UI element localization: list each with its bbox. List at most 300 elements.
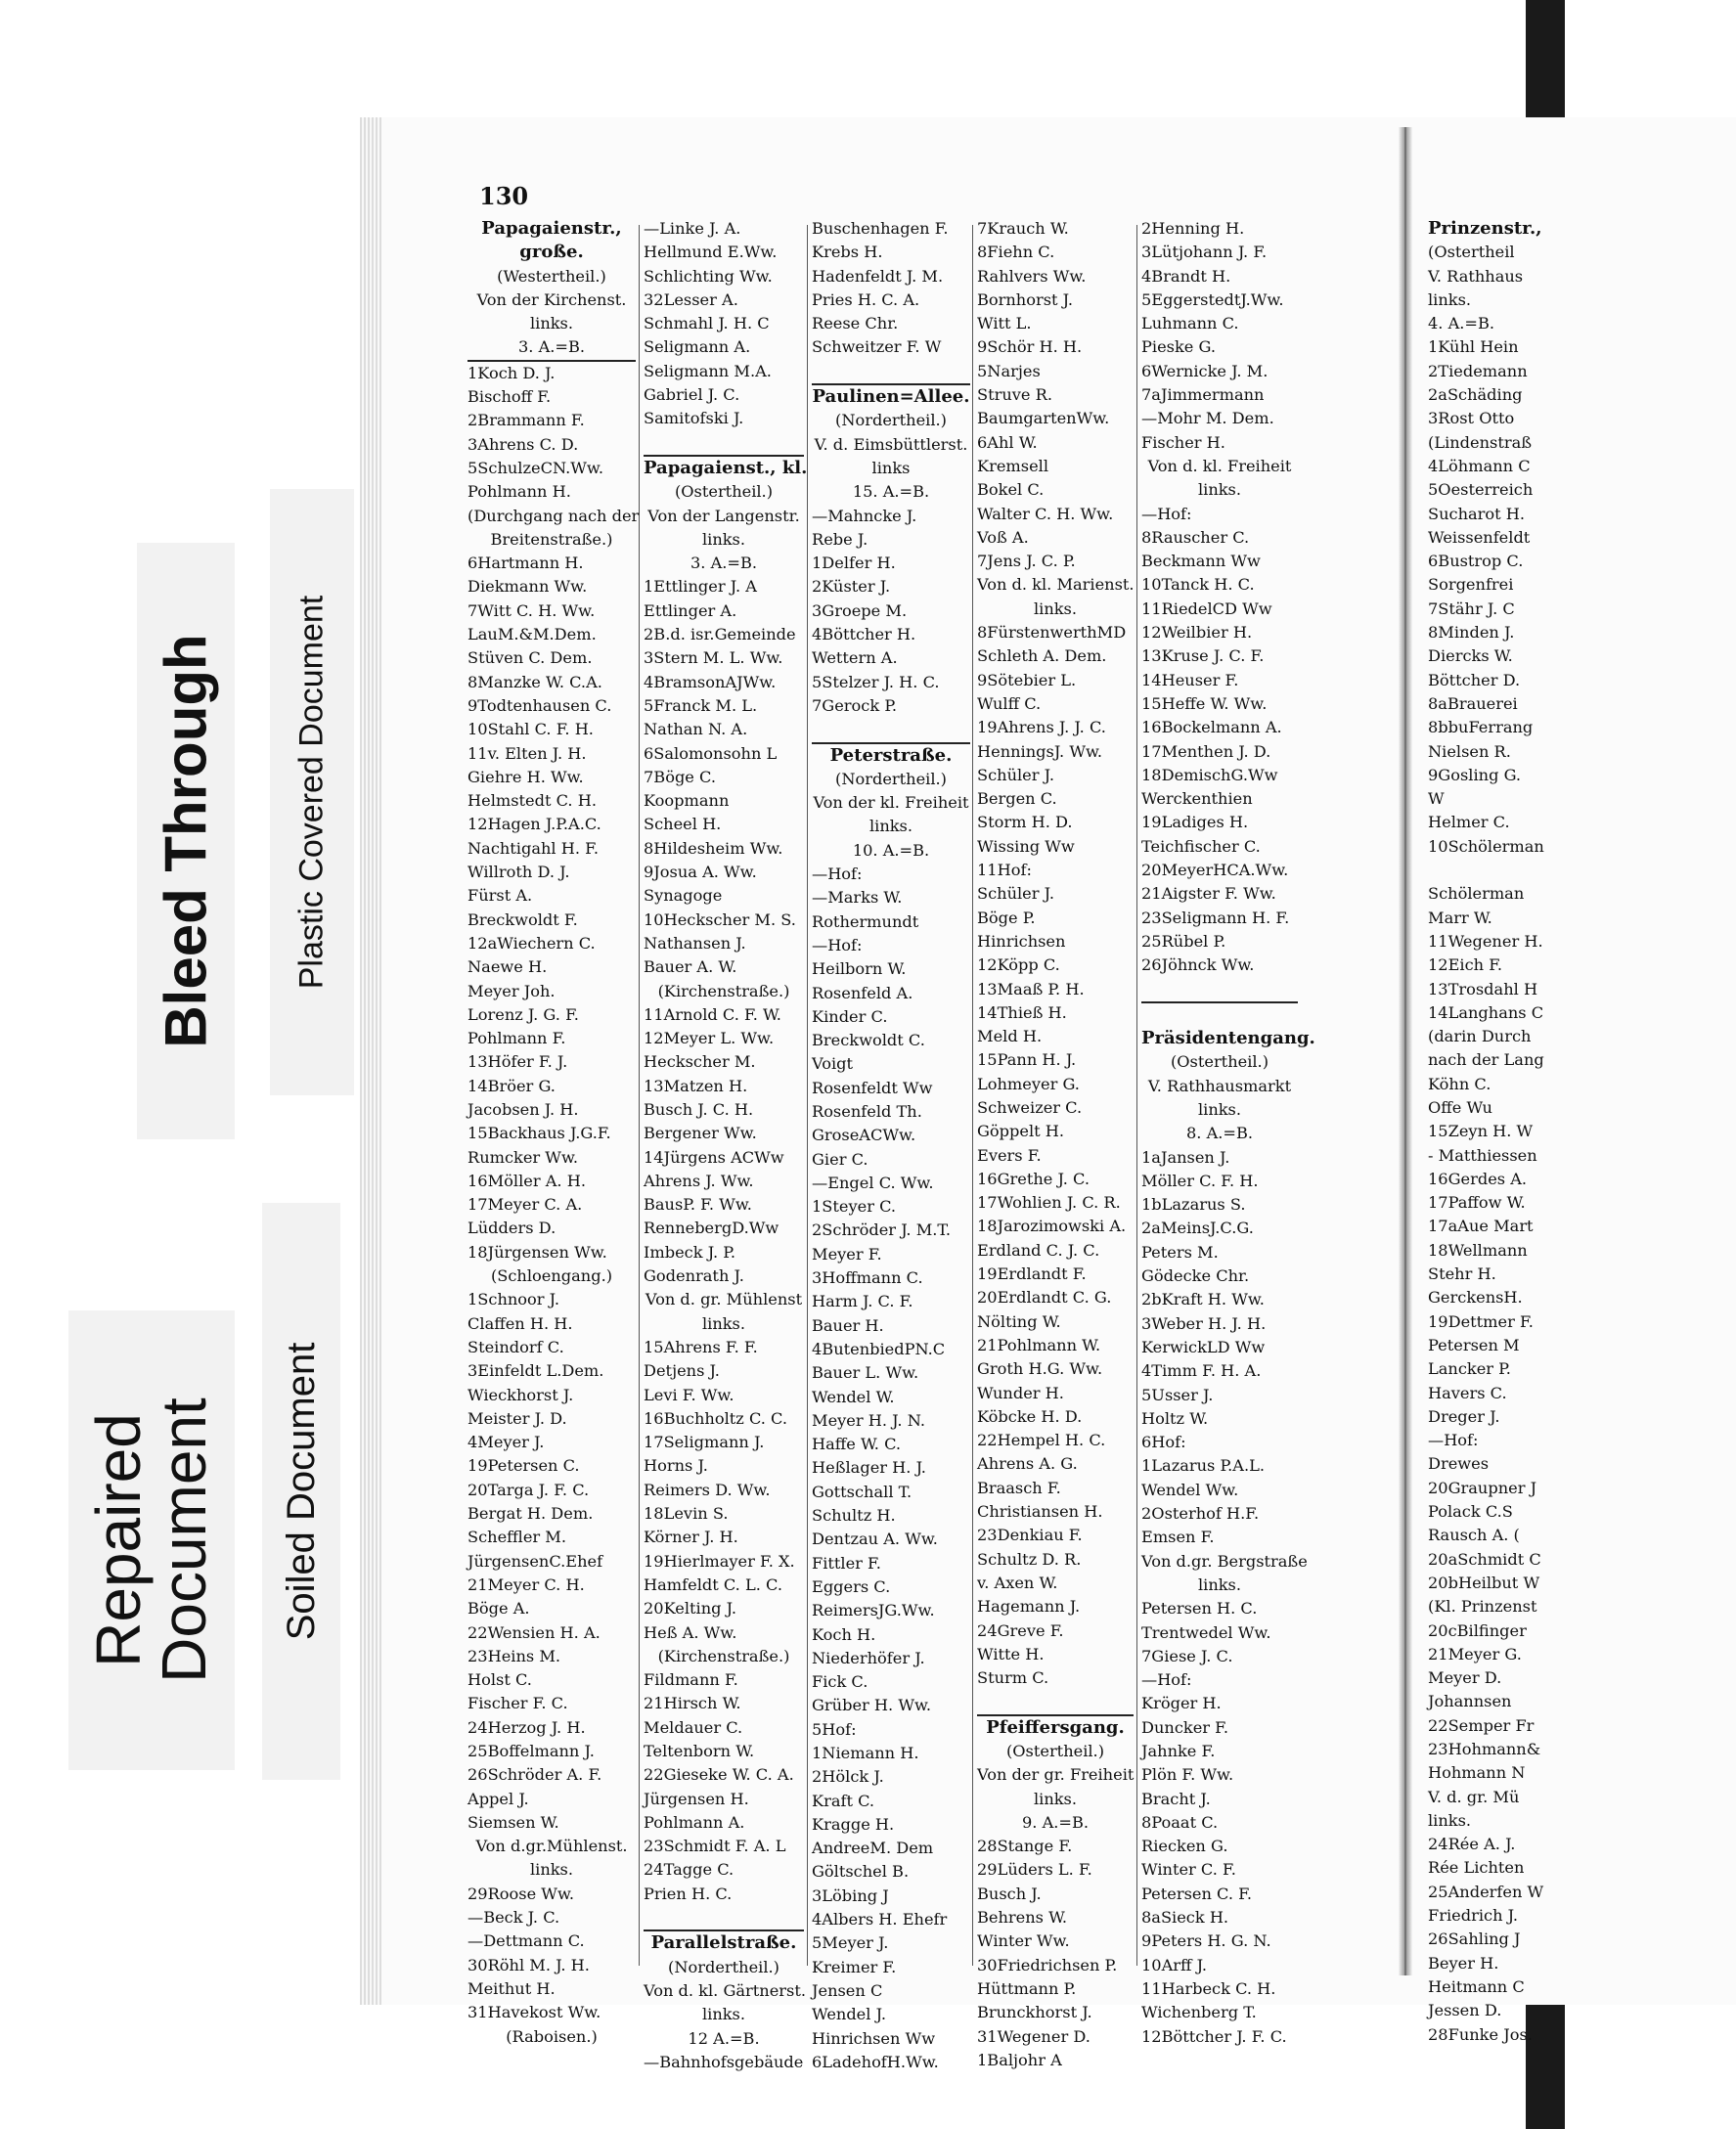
directory-entry: Göppelt H. xyxy=(977,1122,1065,1141)
directory-entry: Giehre H. Ww. xyxy=(467,767,584,786)
directory-entry: Schultz H. xyxy=(812,1506,896,1526)
directory-entry: 12Böttcher J. F. C. xyxy=(1141,2026,1287,2046)
directory-entry: 11Wegener H. xyxy=(1428,931,1543,951)
directory-entry: 16Bockelmann A. xyxy=(1141,718,1282,737)
directory-entry xyxy=(812,718,970,743)
directory-entry: Wunder H. xyxy=(977,1383,1064,1402)
directory-entry: Dreger J. xyxy=(1428,1406,1500,1426)
directory-entry: Wichenberg T. xyxy=(1141,2003,1257,2022)
directory-entry: 2B.d. isr.Gemeinde xyxy=(644,625,796,644)
directory-entry: 3Groepe M. xyxy=(812,600,908,620)
directory-entry: 20cBilfinger xyxy=(1428,1620,1527,1640)
directory-entry: 3Löbing J xyxy=(812,1885,889,1905)
directory-entry: 12Meyer L. Ww. xyxy=(644,1029,775,1048)
directory-entry: 1Delfer H. xyxy=(812,554,896,573)
directory-entry: —Hof: xyxy=(1428,1431,1479,1450)
column-divider xyxy=(639,225,640,1966)
directory-entry: 8aSieck H. xyxy=(1141,1908,1229,1928)
directory-entry: 6Bustrop C. xyxy=(1428,552,1524,571)
directory-entry: Meyer F. xyxy=(812,1244,882,1264)
directory-entry: Meyer D. xyxy=(1428,1668,1502,1688)
directory-entry: 8Manzke W. C.A. xyxy=(467,672,602,691)
directory-entry: Schlichting Ww. xyxy=(644,266,773,286)
page-number: 130 xyxy=(479,182,529,210)
directory-entry: 29Roose Ww. xyxy=(467,1884,575,1903)
directory-entry: Hinrichsen Ww xyxy=(812,2028,936,2048)
directory-entry: 3. A.=B. xyxy=(467,335,636,361)
directory-entry: Rosenfeld A. xyxy=(812,983,913,1002)
directory-entry: Heßlager H. J. xyxy=(812,1458,926,1478)
directory-entry: 17Menthen J. D. xyxy=(1141,741,1271,761)
directory-entry: Peters M. xyxy=(1141,1242,1219,1262)
directory-entry: Petersen C. F. xyxy=(1141,1884,1252,1903)
directory-entry: Gabriel J. C. xyxy=(644,385,740,405)
directory-entry: 22Gieseke W. C. A. xyxy=(644,1765,794,1785)
directory-entry: Kraft C. xyxy=(812,1791,875,1810)
directory-entry: 26Sahling J xyxy=(1428,1929,1521,1949)
directory-entry: Siemsen W. xyxy=(467,1812,559,1832)
directory-entry: 11Arnold C. F. W. xyxy=(644,1004,781,1024)
directory-entry: (darin Durch xyxy=(1428,1027,1532,1046)
directory-entry: Johannsen xyxy=(1428,1692,1512,1711)
directory-entry: Hellmund E.Ww. xyxy=(644,243,778,262)
directory-entry: Jessen D. xyxy=(1428,2001,1502,2020)
directory-entry: Trentwedel Ww. xyxy=(1141,1622,1271,1642)
directory-entry: 18Jarozimowski A. xyxy=(977,1217,1127,1236)
directory-entry: (Nordertheil.) xyxy=(668,1957,779,1976)
directory-entry: Marr W. xyxy=(1428,908,1492,927)
directory-entry: Stehr H. xyxy=(1428,1264,1496,1284)
directory-entry: links. xyxy=(529,314,574,333)
column-4 xyxy=(977,217,1134,2072)
directory-entry: 8Fiehn C. xyxy=(977,243,1055,262)
directory-entry: Meyer H. J. N. xyxy=(812,1410,925,1430)
directory-entry: 8Hildesheim Ww. xyxy=(644,838,783,858)
directory-entry: 1Ettlinger J. A xyxy=(644,577,757,597)
directory-entry: 17Seligmann J. xyxy=(644,1433,765,1452)
directory-entry: Beckmann Ww xyxy=(1141,552,1261,571)
directory-entry: —Marks W. xyxy=(812,888,903,908)
repaired-label-panel xyxy=(68,1310,235,1770)
directory-entry: 7Böge C. xyxy=(644,767,716,786)
directory-entry: Beyer H. xyxy=(1428,1953,1499,1973)
directory-entry: 4Timm F. H. A. xyxy=(1141,1361,1262,1381)
directory-entry: Rumcker Ww. xyxy=(467,1147,579,1167)
directory-entry xyxy=(644,1906,804,1931)
directory-entry: 14Langhans C xyxy=(1428,1002,1544,1022)
directory-entry: (Kl. Prinzenst xyxy=(1428,1597,1537,1617)
directory-entry: 4Löhmann C xyxy=(1428,456,1531,475)
directory-entry: Rée Lichten xyxy=(1428,1858,1525,1878)
directory-entry: 7Gerock P. xyxy=(812,695,898,715)
directory-entry: Nathan N. A. xyxy=(644,720,748,739)
directory-entry: 4Albers H. Ehefr xyxy=(812,1910,948,1929)
directory-entry: Groth H.G. Ww. xyxy=(977,1359,1103,1379)
directory-entry: Fürst A. xyxy=(467,886,533,906)
directory-entry: 24Herzog J. H. xyxy=(467,1717,586,1737)
soiled-label: Soiled Document xyxy=(280,1342,323,1641)
directory-entry: 20Kelting J. xyxy=(644,1599,737,1619)
repaired-label-line2: Document xyxy=(149,1397,219,1683)
directory-entry: Werckenthien xyxy=(1141,789,1253,809)
directory-entry: V. d. gr. Mü xyxy=(1428,1787,1520,1806)
directory-entry: KerwickLD Ww xyxy=(1141,1337,1266,1356)
directory-entry: 12Köpp C. xyxy=(977,955,1060,975)
directory-entry: 8bbuFerrang xyxy=(1428,718,1534,737)
directory-entry: Seligmann A. xyxy=(644,337,751,357)
directory-entry: Rausch A. ( xyxy=(1428,1526,1520,1545)
directory-entry: 1Kühl Hein xyxy=(1428,337,1519,357)
directory-entry: Behrens W. xyxy=(977,1908,1068,1928)
directory-entry: 13Kruse J. C. F. xyxy=(1141,646,1265,666)
directory-entry: Busch J. C. H. xyxy=(644,1099,754,1119)
directory-entry: Meyer Joh. xyxy=(467,981,556,1000)
directory-entry: Köbcke H. D. xyxy=(977,1406,1083,1426)
directory-entry: Eggers C. xyxy=(812,1576,891,1596)
directory-entry: 14Heuser F. xyxy=(1141,670,1239,689)
directory-entry: V. Rathhausmarkt xyxy=(1147,1076,1292,1095)
directory-entry: Seligmann M.A. xyxy=(644,361,772,380)
street-heading: Papagaienst., kl. xyxy=(644,457,808,478)
directory-entry: Bokel C. xyxy=(977,480,1045,500)
directory-entry: Winter C. F. xyxy=(1141,1860,1236,1880)
directory-entry: 20Graupner J xyxy=(1428,1478,1537,1497)
directory-entry: Winter Ww. xyxy=(977,1931,1070,1951)
directory-entry: Brunckhorst J. xyxy=(977,2003,1092,2022)
directory-entry: 8Minden J. xyxy=(1428,623,1515,643)
directory-entry: links. xyxy=(1033,599,1078,618)
directory-entry: 4. A.=B. xyxy=(1428,314,1495,333)
directory-entry: 4Böttcher H. xyxy=(812,625,916,644)
directory-entry: v. Axen W. xyxy=(977,1573,1058,1592)
directory-entry: Diercks W. xyxy=(1428,646,1513,666)
directory-entry: Meithut H. xyxy=(467,1978,556,1998)
directory-entry: 11Harbeck C. H. xyxy=(1141,1978,1276,1998)
directory-entry: Schultz D. R. xyxy=(977,1549,1082,1569)
directory-entry: Buschenhagen F. xyxy=(812,219,949,238)
directory-entry xyxy=(1141,978,1298,1003)
directory-entry: Jahnke F. xyxy=(1141,1742,1216,1760)
directory-entry: —Hof: xyxy=(1141,1670,1192,1690)
directory-entry: 3Stern M. L. Ww. xyxy=(644,648,783,668)
directory-entry: 18DemischG.Ww xyxy=(1141,765,1278,784)
directory-entry: 3Lütjohann J. F. xyxy=(1141,243,1268,262)
directory-entry: 2Henning H. xyxy=(1141,219,1245,238)
directory-entry: Köhn C. xyxy=(1428,1074,1491,1093)
directory-entry: Teltenborn W. xyxy=(644,1742,755,1760)
directory-entry: 1bLazarus S. xyxy=(1141,1195,1246,1215)
directory-entry: Koopmann xyxy=(644,791,730,811)
directory-entry: 10Schölerman xyxy=(1428,836,1544,856)
directory-entry: 10. A.=B. xyxy=(852,840,930,860)
book-spread xyxy=(360,117,1565,2071)
directory-entry: Walter C. H. Ww. xyxy=(977,504,1114,523)
directory-entry: 30Friedrichsen P. xyxy=(977,1955,1118,1974)
directory-entry: 7Witt C. H. Ww. xyxy=(467,600,596,620)
directory-entry: 7Giese J. C. xyxy=(1141,1646,1233,1665)
directory-entry: 2aSchäding xyxy=(1428,385,1523,405)
directory-entry: Hadenfeldt J. M. xyxy=(812,266,944,286)
directory-entry: Möller C. F. H. xyxy=(1141,1171,1259,1190)
directory-entry: 15Ahrens F. F. xyxy=(644,1337,758,1356)
directory-entry: links. xyxy=(701,529,746,549)
directory-entry: Pohlmann A. xyxy=(644,1812,745,1832)
directory-entry: BaumgartenWw. xyxy=(977,409,1110,428)
directory-entry: Storm H. D. xyxy=(977,813,1073,832)
directory-entry: Schüler J. xyxy=(977,765,1055,784)
directory-entry: 4BramsonAJWw. xyxy=(644,672,777,691)
directory-entry: Bergener Ww. xyxy=(644,1124,757,1143)
directory-entry: 1Lazarus P.A.L. xyxy=(1141,1456,1265,1476)
directory-entry: 20aSchmidt C xyxy=(1428,1549,1541,1569)
directory-entry: Rothermundt xyxy=(812,911,919,931)
street-heading: Präsidentengang. xyxy=(1141,1028,1315,1049)
directory-entry: W xyxy=(1428,789,1445,809)
directory-entry: 8aBrauerei xyxy=(1428,693,1518,713)
street-heading: Peterstraße. xyxy=(829,744,953,766)
directory-entry: —Hof: xyxy=(812,865,863,884)
directory-entry: Voigt xyxy=(812,1054,853,1074)
directory-entry: Offe Wu xyxy=(1428,1097,1492,1117)
directory-entry: Voß A. xyxy=(977,527,1029,547)
directory-entry: Bauer A. W. xyxy=(644,957,737,977)
directory-entry: Böttcher D. xyxy=(1428,670,1521,689)
directory-entry: Nielsen R. xyxy=(1428,741,1511,761)
directory-entry: Imbeck J. P. xyxy=(644,1242,735,1262)
directory-entry: 9Gosling G. xyxy=(1428,765,1522,784)
directory-entry: Jacobsen J. H. xyxy=(467,1099,579,1119)
directory-entry: Von d. kl. Freiheit xyxy=(1147,456,1292,475)
directory-entry: 25Rübel P. xyxy=(1141,931,1226,951)
directory-entry: Von d.gr. Bergstraße xyxy=(1141,1551,1308,1571)
directory-entry: 5Usser J. xyxy=(1141,1385,1214,1404)
directory-entry: 19Dettmer F. xyxy=(1428,1311,1534,1331)
column-1 xyxy=(467,217,640,2049)
directory-entry: 5Meyer J. xyxy=(812,1933,889,1953)
directory-entry: Rosenfeld Th. xyxy=(812,1101,922,1121)
column-2 xyxy=(644,217,808,2074)
directory-entry: 7Jens J. C. P. xyxy=(977,552,1076,571)
plastic-label: Plastic Covered Document xyxy=(292,595,331,990)
directory-entry: 31Havekost Ww. xyxy=(467,2003,601,2022)
directory-entry: Sturm C. xyxy=(977,1668,1049,1688)
directory-entry: Christiansen H. xyxy=(977,1502,1103,1522)
directory-entry: Von d.gr.Mühlenst. xyxy=(475,1837,628,1856)
directory-entry: Pries H. C. A. xyxy=(812,289,920,309)
directory-entry: 2Küster J. xyxy=(812,577,891,597)
directory-entry: Harm J. C. F. xyxy=(812,1292,913,1311)
directory-entry: 2Schröder J. M.T. xyxy=(812,1220,951,1240)
directory-entry: Böge A. xyxy=(467,1599,530,1619)
directory-entry: 6Hof: xyxy=(1141,1433,1186,1452)
column-5 xyxy=(1141,217,1315,2049)
directory-entry: links. xyxy=(868,817,913,836)
directory-entry xyxy=(1428,859,1534,882)
directory-entry: 5Oesterreich xyxy=(1428,480,1534,500)
directory-entry: Reimers D. Ww. xyxy=(644,1480,771,1499)
directory-entry: 14Jürgens ACWw xyxy=(644,1147,784,1167)
directory-entry: Petersen H. C. xyxy=(1141,1599,1258,1619)
directory-entry: (Nordertheil.) xyxy=(835,411,947,430)
directory-entry: Wieckhorst J. xyxy=(467,1385,574,1404)
directory-entry: 22Hempel H. C. xyxy=(977,1431,1106,1450)
directory-entry: 16Grethe J. C. xyxy=(977,1169,1090,1188)
directory-entry: 18Levin S. xyxy=(644,1504,729,1524)
directory-entry: Heilborn W. xyxy=(812,959,907,979)
directory-entry: (Ostertheil xyxy=(1428,243,1515,262)
directory-entry: Meldauer C. xyxy=(644,1717,743,1737)
directory-entry: 17Paffow W. xyxy=(1428,1193,1526,1213)
directory-entry: 24Greve F. xyxy=(977,1620,1064,1640)
directory-entry: Jürgensen H. xyxy=(644,1789,749,1808)
directory-entry: Bergen C. xyxy=(977,789,1057,809)
directory-entry: (Ostertheil.) xyxy=(674,482,774,502)
directory-entry: 8Poaat C. xyxy=(1141,1812,1219,1832)
directory-entry: Gödecke Chr. xyxy=(1141,1266,1250,1286)
directory-entry: Ahrens J. Ww. xyxy=(644,1171,754,1190)
directory-entry: Dentzau A. Ww. xyxy=(812,1530,938,1549)
directory-entry: (Raboisen.) xyxy=(506,2026,598,2046)
directory-entry: 3Rost Otto xyxy=(1428,409,1515,428)
directory-entry: 2Osterhof H.F. xyxy=(1141,1504,1260,1524)
directory-entry: 7aJimmermann xyxy=(1141,385,1265,405)
directory-entry: —Mahncke J. xyxy=(812,506,917,525)
directory-entry: Levi F. Ww. xyxy=(644,1385,734,1404)
directory-entry: Diekmann Ww. xyxy=(467,577,588,597)
directory-entry: Lorenz J. G. F. xyxy=(467,1004,579,1024)
directory-entry: - Matthiessen xyxy=(1428,1145,1537,1165)
directory-entry: Pohlmann F. xyxy=(467,1029,566,1048)
directory-entry: Kragge H. xyxy=(812,1814,895,1834)
directory-entry: JürgensenC.Ehef xyxy=(467,1551,603,1571)
directory-entry: (Lindenstraß xyxy=(1428,432,1533,452)
directory-entry: Fischer F. C. xyxy=(467,1694,568,1713)
directory-entry: 4ButenbiedPN.C xyxy=(812,1339,946,1358)
directory-entry: 8. A.=B. xyxy=(1185,1124,1254,1143)
directory-entry: Lancker P. xyxy=(1428,1359,1511,1379)
directory-entry: Von der Kirchenst. xyxy=(476,289,627,309)
directory-entry: 5Franck M. L. xyxy=(644,695,758,715)
directory-entry: Kinder C. xyxy=(812,1006,888,1026)
directory-entry: Wendel J. xyxy=(812,2005,886,2024)
directory-entry xyxy=(977,1690,1134,1715)
directory-entry: 13Matzen H. xyxy=(644,1076,748,1095)
book-gutter xyxy=(1399,127,1412,1975)
page-edge xyxy=(360,117,381,2005)
directory-entry: 2Tiedemann xyxy=(1428,361,1528,380)
directory-entry: 5Stelzer J. H. C. xyxy=(812,672,940,691)
directory-entry: 18Jürgensen Ww. xyxy=(467,1242,607,1262)
directory-entry: 2Brammann F. xyxy=(467,411,585,430)
directory-entry: 19Ahrens J. J. C. xyxy=(977,718,1106,737)
directory-entry: Hagemann J. xyxy=(977,1597,1081,1617)
directory-entry: 6Salomonsohn L xyxy=(644,743,778,763)
directory-entry: 24Tagge C. xyxy=(644,1860,734,1880)
directory-entry: Reese Chr. xyxy=(812,314,899,333)
repaired-label-line1: Repaired xyxy=(82,1413,154,1667)
street-heading: Prinzenstr., xyxy=(1428,218,1542,239)
directory-entry: Rebe J. xyxy=(812,529,868,549)
directory-entry: Von der Langenstr. xyxy=(647,506,800,525)
directory-entry: Appel J. xyxy=(467,1789,529,1808)
directory-entry: Schleth A. Dem. xyxy=(977,646,1107,666)
directory-entry: Von d. kl. Gärtnerst. xyxy=(644,1980,806,2000)
directory-entry: Naewe H. xyxy=(467,957,548,977)
directory-entry: 6LadehofH.Ww. xyxy=(812,2052,939,2071)
directory-entry: 4Meyer J. xyxy=(467,1433,545,1452)
directory-entry: 16Gerdes A. xyxy=(1428,1169,1528,1188)
directory-entry: Heitmann C xyxy=(1428,1976,1525,1996)
directory-entry: Samitofski J. xyxy=(644,409,744,428)
directory-entry: 22Semper Fr xyxy=(1428,1715,1535,1735)
directory-entry: links. xyxy=(1197,1099,1242,1119)
directory-entry: Petersen M xyxy=(1428,1335,1520,1354)
repaired-label xyxy=(82,1397,219,1683)
street-heading: Pfeiffersgang. xyxy=(986,1716,1125,1738)
directory-entry: Holtz W. xyxy=(1141,1408,1209,1428)
directory-entry: Polack C.S xyxy=(1428,1502,1513,1522)
directory-entry: Duncker F. xyxy=(1141,1717,1229,1737)
directory-entry: nach der Lang xyxy=(1428,1050,1544,1070)
directory-entry: 23Hohmann& xyxy=(1428,1740,1541,1758)
directory-entry: 12 A.=B. xyxy=(688,2028,760,2048)
column-divider xyxy=(1136,225,1137,1966)
directory-entry: 24Rée A. J. xyxy=(1428,1835,1516,1854)
directory-entry: Gottschall T. xyxy=(812,1482,913,1501)
directory-entry: 21Pohlmann W. xyxy=(977,1335,1101,1354)
directory-entry: Helmstedt C. H. xyxy=(467,791,597,811)
directory-entry: Gier C. xyxy=(812,1149,868,1169)
directory-entry: 26Schröder A. F. xyxy=(467,1765,602,1785)
directory-entry: 2aMeinsJ.C.G. xyxy=(1141,1219,1254,1238)
directory-entry: 6Ahl W. xyxy=(977,432,1038,452)
directory-entry: 23Heins M. xyxy=(467,1646,561,1665)
directory-entry: 1Schnoor J. xyxy=(467,1290,560,1309)
street-heading: Papagaienstr., xyxy=(481,218,622,239)
directory-entry: Detjens J. xyxy=(644,1361,720,1381)
directory-entry: Ettlinger A. xyxy=(644,600,737,620)
directory-entry: Evers F. xyxy=(977,1145,1042,1165)
directory-entry: Breitenstraße.) xyxy=(490,529,613,549)
directory-entry: Horns J. xyxy=(644,1456,708,1476)
directory-entry: Heckscher M. xyxy=(644,1052,756,1072)
directory-entry: links. xyxy=(529,1860,574,1880)
directory-entry: Fildmann F. xyxy=(644,1670,738,1690)
directory-entry: 2Hölck J. xyxy=(812,1767,884,1787)
directory-entry: 19Petersen C. xyxy=(467,1456,580,1476)
directory-entry: Koch H. xyxy=(812,1624,876,1644)
directory-entry: Jensen C xyxy=(812,1980,883,2000)
directory-entry xyxy=(812,360,970,385)
directory-entry: 1aJansen J. xyxy=(1141,1147,1230,1167)
directory-entry: links. xyxy=(1428,1810,1472,1830)
directory-entry: links. xyxy=(701,1313,746,1333)
directory-entry: 5SchulzeCN.Ww. xyxy=(467,458,603,477)
directory-entry: Haffe W. C. xyxy=(812,1435,902,1454)
directory-entry xyxy=(1141,1003,1298,1027)
directory-entry: Bornhorst J. xyxy=(977,289,1074,309)
directory-entry: Erdland C. J. C. xyxy=(977,1240,1100,1260)
directory-entry: Riecken G. xyxy=(1141,1837,1228,1856)
directory-entry: 9Peters H. G. N. xyxy=(1141,1931,1271,1951)
directory-entry: ReimersJG.Ww. xyxy=(812,1601,935,1620)
directory-entry: Busch J. xyxy=(977,1884,1042,1903)
directory-entry: 19Hierlmayer F. X. xyxy=(644,1551,795,1571)
directory-entry: Hohmann N xyxy=(1428,1763,1526,1783)
directory-entry: Krebs H. xyxy=(812,243,883,262)
directory-entry: Wettern A. xyxy=(812,648,898,668)
directory-entry: 7Stähr J. C xyxy=(1428,599,1515,618)
